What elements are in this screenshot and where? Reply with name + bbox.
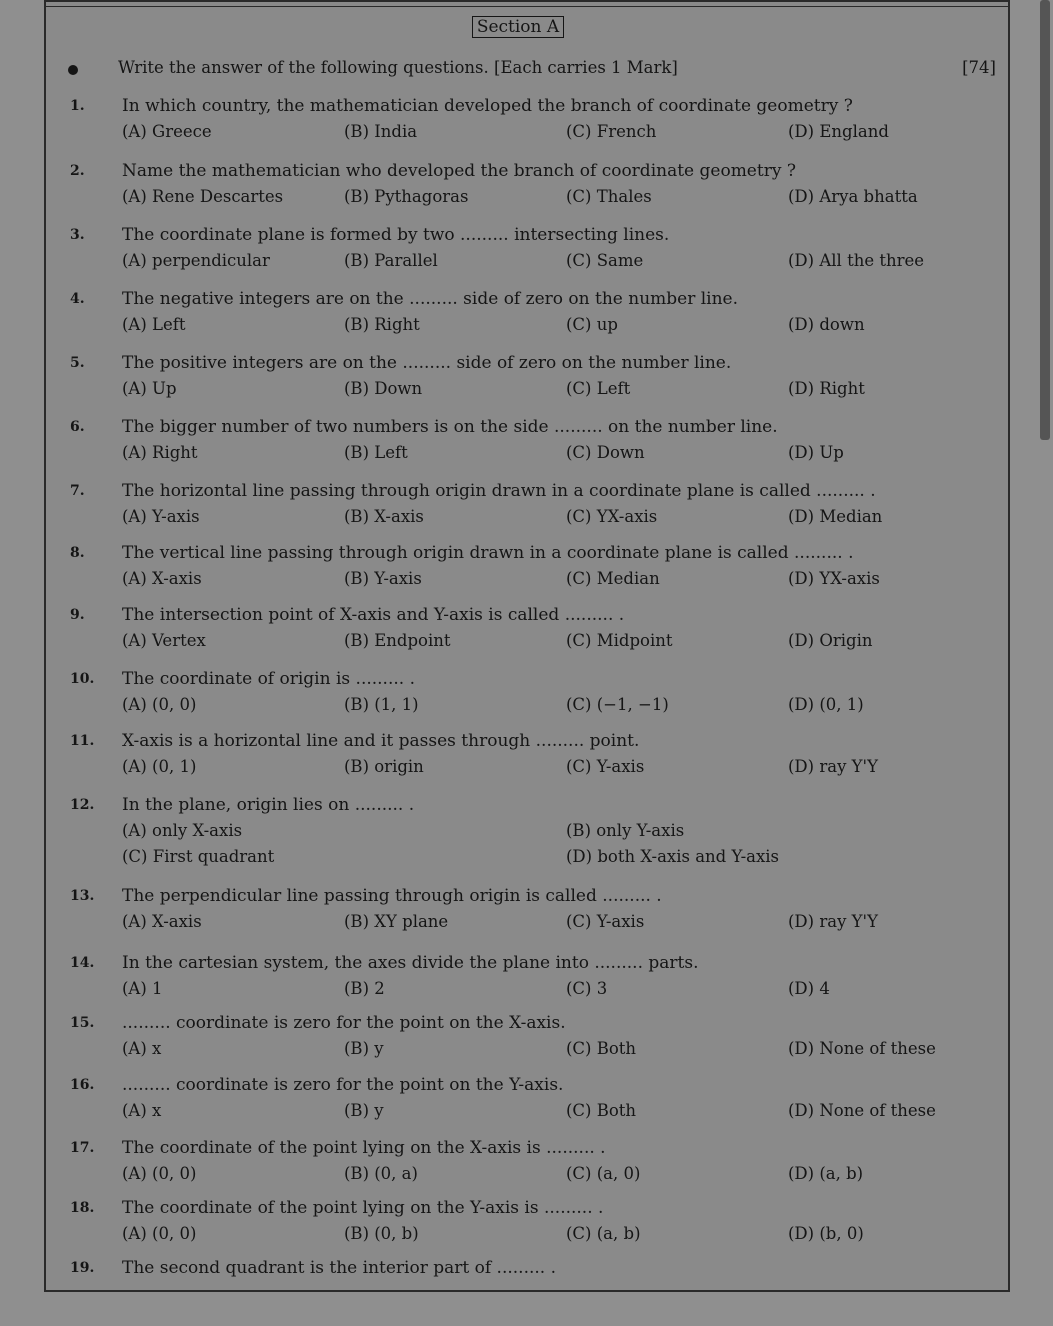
bullet-icon bbox=[68, 65, 78, 75]
question-text: The coordinate of the point lying on the Y-axis is ......... . bbox=[122, 1198, 604, 1218]
option-a: (A) x bbox=[122, 1101, 162, 1120]
question-15 bbox=[46, 1015, 1008, 1075]
question-number: 2. bbox=[70, 163, 85, 179]
question-number: 1. bbox=[70, 98, 85, 114]
option-a: (A) perpendicular bbox=[122, 251, 270, 270]
question-19 bbox=[46, 1260, 1008, 1288]
question-12 bbox=[46, 797, 1008, 877]
question-number: 15. bbox=[70, 1015, 95, 1031]
option-a: (A) (0, 0) bbox=[122, 1164, 197, 1183]
option-a: (A) Up bbox=[122, 379, 177, 398]
option-c: (C) Same bbox=[566, 251, 644, 270]
question-text: In the cartesian system, the axes divide the plane into ......... parts. bbox=[122, 953, 699, 973]
question-number: 7. bbox=[70, 483, 85, 499]
option-b: (B) Endpoint bbox=[344, 631, 451, 650]
option-b: (B) Pythagoras bbox=[344, 187, 469, 206]
option-a: (A) Vertex bbox=[122, 631, 206, 650]
option-d: (D) (a, b) bbox=[788, 1164, 864, 1183]
question-9 bbox=[46, 607, 1008, 667]
question-text: ......... coordinate is zero for the point on the X-axis. bbox=[122, 1013, 566, 1033]
option-d: (D) Up bbox=[788, 443, 844, 462]
question-text: The bigger number of two numbers is on the side ......... on the number line. bbox=[122, 417, 778, 437]
question-number: 8. bbox=[70, 545, 85, 561]
option-d: (D) All the three bbox=[788, 251, 925, 270]
question-number: 18. bbox=[70, 1200, 95, 1216]
option-b: (B) only Y-axis bbox=[566, 821, 685, 840]
option-a: (A) Greece bbox=[122, 122, 212, 141]
option-c: (C) Y-axis bbox=[566, 757, 645, 776]
question-text: The perpendicular line passing through origin is called ......... . bbox=[122, 886, 662, 906]
question-number: 12. bbox=[70, 797, 95, 813]
option-d: (D) 4 bbox=[788, 979, 830, 998]
option-b: (B) Right bbox=[344, 315, 420, 334]
question-8 bbox=[46, 545, 1008, 605]
question-6 bbox=[46, 419, 1008, 479]
option-b: (B) Down bbox=[344, 379, 423, 398]
question-number: 17. bbox=[70, 1140, 95, 1156]
option-a: (A) Rene Descartes bbox=[122, 187, 284, 206]
option-c: (C) Y-axis bbox=[566, 912, 645, 931]
option-a: (A) (0, 0) bbox=[122, 1224, 197, 1243]
question-18 bbox=[46, 1200, 1008, 1260]
question-text: The coordinate of the point lying on the X-axis is ......... . bbox=[122, 1138, 606, 1158]
question-3 bbox=[46, 227, 1008, 287]
question-text: X-axis is a horizontal line and it passes through ......... point. bbox=[122, 731, 640, 751]
question-number: 16. bbox=[70, 1077, 95, 1093]
option-b: (B) (0, b) bbox=[344, 1224, 419, 1243]
option-b: (B) Left bbox=[344, 443, 408, 462]
question-text: The negative integers are on the ......... side of zero on the number line. bbox=[122, 289, 739, 309]
question-number: 10. bbox=[70, 671, 95, 687]
option-a: (A) Left bbox=[122, 315, 186, 334]
question-number: 19. bbox=[70, 1260, 95, 1276]
option-c: (C) Left bbox=[566, 379, 631, 398]
scrollbar[interactable] bbox=[1040, 0, 1050, 440]
question-11 bbox=[46, 733, 1008, 793]
section-title: Section A bbox=[472, 16, 564, 38]
option-d: (D) ray Y'Y bbox=[788, 757, 878, 776]
question-number: 4. bbox=[70, 291, 85, 307]
question-text: The horizontal line passing through origin drawn in a coordinate plane is called ......... . bbox=[122, 481, 876, 501]
option-d: (D) (b, 0) bbox=[788, 1224, 864, 1243]
question-1 bbox=[46, 98, 1008, 158]
option-d: (D) down bbox=[788, 315, 865, 334]
option-d: (D) Median bbox=[788, 507, 883, 526]
question-5 bbox=[46, 355, 1008, 415]
option-d: (D) (0, 1) bbox=[788, 695, 864, 714]
option-a: (A) X-axis bbox=[122, 912, 202, 931]
question-text: The coordinate of origin is ......... . bbox=[122, 669, 415, 689]
question-number: 9. bbox=[70, 607, 85, 623]
option-a: (A) only X-axis bbox=[122, 821, 243, 840]
option-c: (C) French bbox=[566, 122, 657, 141]
question-text: Name the mathematician who developed the branch of coordinate geometry ? bbox=[122, 161, 796, 181]
option-b: (B) 2 bbox=[344, 979, 385, 998]
option-d: (D) ray Y'Y bbox=[788, 912, 878, 931]
top-rule bbox=[46, 0, 1008, 2]
question-14 bbox=[46, 955, 1008, 1015]
instruction-text: Write the answer of the following questions. [Each carries 1 Mark] bbox=[118, 58, 678, 77]
option-d: (D) England bbox=[788, 122, 889, 141]
option-d: (D) both X-axis and Y-axis bbox=[566, 847, 780, 866]
option-d: (D) Right bbox=[788, 379, 865, 398]
question-text: The positive integers are on the ......... side of zero on the number line. bbox=[122, 353, 732, 373]
option-b: (B) y bbox=[344, 1101, 384, 1120]
option-c: (C) up bbox=[566, 315, 618, 334]
option-b: (B) y bbox=[344, 1039, 384, 1058]
option-b: (B) origin bbox=[344, 757, 424, 776]
option-d: (D) None of these bbox=[788, 1101, 936, 1120]
total-marks: [74] bbox=[962, 58, 996, 77]
option-b: (B) India bbox=[344, 122, 418, 141]
option-a: (A) x bbox=[122, 1039, 162, 1058]
worksheet-page bbox=[44, 0, 1010, 1292]
question-number: 13. bbox=[70, 888, 95, 904]
question-13 bbox=[46, 888, 1008, 948]
option-a: (A) 1 bbox=[122, 979, 163, 998]
option-a: (A) (0, 0) bbox=[122, 695, 197, 714]
option-c: (C) 3 bbox=[566, 979, 608, 998]
question-16 bbox=[46, 1077, 1008, 1137]
question-text: In which country, the mathematician developed the branch of coordinate geometry ? bbox=[122, 96, 853, 116]
option-c: (C) Both bbox=[566, 1039, 637, 1058]
option-c: (C) (a, 0) bbox=[566, 1164, 641, 1183]
option-a: (A) X-axis bbox=[122, 569, 202, 588]
option-c: (C) (a, b) bbox=[566, 1224, 641, 1243]
option-a: (A) Y-axis bbox=[122, 507, 200, 526]
question-2 bbox=[46, 163, 1008, 223]
question-number: 5. bbox=[70, 355, 85, 371]
question-text: The intersection point of X-axis and Y-axis is called ......... . bbox=[122, 605, 625, 625]
question-number: 6. bbox=[70, 419, 85, 435]
question-4 bbox=[46, 291, 1008, 351]
option-c: (C) (−1, −1) bbox=[566, 695, 669, 714]
option-a: (A) Right bbox=[122, 443, 198, 462]
option-d: (D) Origin bbox=[788, 631, 873, 650]
option-d: (D) None of these bbox=[788, 1039, 936, 1058]
option-c: (C) Down bbox=[566, 443, 645, 462]
question-10 bbox=[46, 671, 1008, 731]
top-rule-thin bbox=[46, 6, 1008, 7]
option-d: (D) Arya bhatta bbox=[788, 187, 918, 206]
option-c: (C) Midpoint bbox=[566, 631, 673, 650]
option-b: (B) (0, a) bbox=[344, 1164, 418, 1183]
question-text: The second quadrant is the interior part of ......... . bbox=[122, 1258, 556, 1278]
option-b: (B) Parallel bbox=[344, 251, 438, 270]
option-c: (C) Thales bbox=[566, 187, 652, 206]
question-text: The coordinate plane is formed by two ......... intersecting lines. bbox=[122, 225, 670, 245]
option-c: (C) Both bbox=[566, 1101, 637, 1120]
question-7 bbox=[46, 483, 1008, 543]
question-17 bbox=[46, 1140, 1008, 1200]
question-number: 11. bbox=[70, 733, 95, 749]
question-text: The vertical line passing through origin drawn in a coordinate plane is called ......... . bbox=[122, 543, 854, 563]
option-b: (B) X-axis bbox=[344, 507, 424, 526]
option-b: (B) (1, 1) bbox=[344, 695, 419, 714]
question-number: 3. bbox=[70, 227, 85, 243]
option-c: (C) YX-axis bbox=[566, 507, 658, 526]
option-b: (B) Y-axis bbox=[344, 569, 422, 588]
option-a: (A) (0, 1) bbox=[122, 757, 197, 776]
question-text: ......... coordinate is zero for the point on the Y-axis. bbox=[122, 1075, 564, 1095]
question-text: In the plane, origin lies on ......... . bbox=[122, 795, 415, 815]
question-number: 14. bbox=[70, 955, 95, 971]
option-c: (C) First quadrant bbox=[122, 847, 275, 866]
option-c: (C) Median bbox=[566, 569, 660, 588]
option-d: (D) YX-axis bbox=[788, 569, 880, 588]
option-b: (B) XY plane bbox=[344, 912, 449, 931]
